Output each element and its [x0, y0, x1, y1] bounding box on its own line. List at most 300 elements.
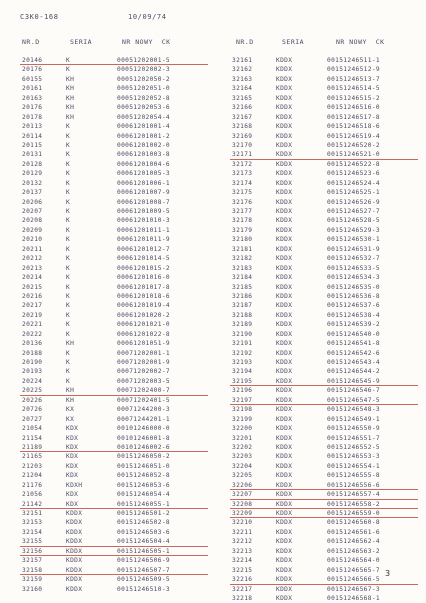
- left-table-row: [22, 566, 202, 575]
- right-table-row: [232, 405, 412, 414]
- nr-nowy-cell: 00151246524-4: [327, 179, 380, 187]
- nr-d-cell: 32215: [232, 566, 253, 574]
- right-table-row: [232, 113, 412, 122]
- right-table-row: [232, 122, 412, 131]
- nr-nowy-cell: 00071202401-5: [117, 396, 170, 404]
- nr-d-cell: 32188: [232, 311, 253, 319]
- nr-nowy-cell: 00051202051-0: [117, 85, 170, 93]
- nr-d-cell: 32182: [232, 255, 253, 263]
- nr-nowy-cell: 00151246517-8: [327, 113, 380, 121]
- seria-cell: KDDX: [276, 491, 293, 499]
- nr-d-cell: 32158: [22, 566, 43, 574]
- seria-cell: K: [66, 368, 71, 376]
- left-table-row: [22, 264, 202, 273]
- nr-nowy-cell: 00151246565-7: [327, 566, 380, 574]
- nr-d-cell: 32183: [232, 264, 253, 272]
- seria-cell: K: [66, 377, 71, 385]
- nr-d-cell: 32187: [232, 302, 253, 310]
- right-column: [232, 56, 412, 603]
- nr-d-cell: 32193: [232, 359, 253, 366]
- right-table-row: [232, 556, 412, 565]
- nr-nowy-cell: 00151246054-4: [117, 491, 170, 499]
- nr-d-cell: 32169: [232, 132, 253, 140]
- nr-d-cell: 32194: [232, 368, 253, 376]
- seria-cell: KDDX: [276, 283, 293, 291]
- seria-cell: KDX: [66, 500, 79, 508]
- right-table-row: [232, 160, 412, 169]
- right-table-row: [232, 301, 412, 310]
- nr-d-cell: 20115: [22, 141, 43, 149]
- nr-nowy-cell: 00061201007-9: [117, 189, 170, 197]
- nr-d-cell: 32184: [232, 274, 253, 282]
- seria-cell: KDDX: [276, 425, 293, 433]
- right-table-row: [232, 292, 412, 301]
- seria-cell: KH: [66, 340, 75, 348]
- seria-cell: KDDX: [276, 85, 293, 93]
- nr-nowy-cell: 00151246528-5: [327, 217, 380, 225]
- nr-nowy-cell: 00071202001-9: [117, 359, 170, 366]
- nr-nowy-cell: 00151246555-8: [327, 472, 380, 480]
- right-header-nowy: NR NOWY CK: [336, 38, 385, 46]
- nr-nowy-cell: 00151246562-4: [327, 538, 380, 546]
- seria-cell: K: [66, 151, 71, 159]
- right-table-row: [232, 358, 412, 367]
- nr-d-cell: 20176: [22, 104, 43, 112]
- left-table-row: [22, 75, 202, 84]
- nr-d-cell: 32197: [232, 396, 253, 404]
- right-table-row: [232, 150, 412, 159]
- right-table-row: [232, 537, 412, 546]
- nr-nowy-cell: 00151246551-7: [327, 434, 380, 442]
- seria-cell: KDDX: [276, 396, 293, 404]
- seria-cell: K: [66, 274, 71, 282]
- seria-cell: K: [66, 236, 71, 244]
- seria-cell: K: [66, 302, 71, 310]
- nr-nowy-cell: 00061201051-9: [117, 340, 170, 348]
- nr-nowy-cell: 00151246504-4: [117, 538, 170, 546]
- nr-nowy-cell: 00051202052-8: [117, 94, 170, 102]
- seria-cell: KDDX: [276, 462, 293, 470]
- nr-d-cell: 32164: [232, 85, 253, 93]
- seria-cell: KDDX: [66, 576, 83, 584]
- right-table-row: [232, 254, 412, 263]
- right-table-row: [232, 311, 412, 320]
- nr-nowy-cell: 00061201008-7: [117, 198, 170, 206]
- nr-nowy-cell: 00151246519-4: [327, 132, 380, 140]
- seria-cell: KDDX: [276, 292, 293, 300]
- left-header-nr: NR.D: [22, 38, 40, 46]
- right-table-row: [232, 245, 412, 254]
- seria-cell: KDDX: [276, 264, 293, 272]
- seria-cell: KDDX: [276, 340, 293, 348]
- nr-nowy-cell: 00061201019-4: [117, 302, 170, 310]
- left-table-row: [22, 207, 202, 216]
- nr-nowy-cell: 00051202050-2: [117, 75, 170, 83]
- nr-nowy-cell: 00071202003-5: [117, 377, 170, 385]
- nr-nowy-cell: 00151246540-0: [327, 330, 380, 338]
- nr-d-cell: 32201: [232, 434, 253, 442]
- seria-cell: KDDX: [276, 217, 293, 225]
- right-table-row: [232, 471, 412, 480]
- seria-cell: K: [66, 123, 71, 131]
- right-table-row: [232, 320, 412, 329]
- nr-nowy-cell: 00151246545-9: [327, 377, 380, 385]
- nr-nowy-cell: 00151246536-8: [327, 292, 380, 300]
- seria-cell: K: [66, 245, 71, 253]
- seria-cell: KDDX: [276, 406, 293, 414]
- nr-d-cell: 32191: [232, 340, 253, 348]
- nr-nowy-cell: 00061201015-2: [117, 264, 170, 272]
- seria-cell: KDDX: [276, 123, 293, 131]
- nr-d-cell: 32213: [232, 547, 253, 555]
- nr-d-cell: 20213: [22, 264, 43, 272]
- nr-nowy-cell: 00151246559-0: [327, 510, 380, 517]
- left-table-row: [22, 254, 202, 263]
- nr-nowy-cell: 00151246553-3: [327, 453, 380, 461]
- nr-nowy-cell: 00151246530-1: [327, 236, 380, 244]
- nr-d-cell: 21056: [22, 491, 43, 499]
- left-table-row: [22, 434, 202, 443]
- nr-d-cell: 32168: [232, 123, 253, 131]
- nr-nowy-cell: 00151246509-5: [117, 576, 170, 584]
- nr-nowy-cell: 00051202054-4: [117, 113, 170, 121]
- nr-nowy-cell: 00151246523-6: [327, 170, 380, 178]
- nr-nowy-cell: 00151246539-2: [327, 321, 380, 329]
- seria-cell: KDDX: [276, 519, 293, 527]
- nr-nowy-cell: 00061201005-3: [117, 170, 170, 178]
- left-table-row: [22, 226, 202, 235]
- nr-nowy-cell: 00071244200-3: [117, 406, 170, 414]
- nr-nowy-cell: 00051202053-6: [117, 104, 170, 112]
- right-table-row: [232, 65, 412, 74]
- nr-nowy-cell: 00151246510-3: [117, 585, 170, 593]
- nr-nowy-cell: 00061201017-8: [117, 283, 170, 291]
- nr-nowy-cell: 00151246527-7: [327, 208, 380, 215]
- nr-nowy-cell: 00151246525-1: [327, 189, 380, 197]
- seria-cell: KX: [66, 406, 75, 414]
- nr-d-cell: 32157: [22, 557, 43, 565]
- seria-cell: KDX: [66, 425, 79, 433]
- seria-cell: KDDX: [276, 302, 293, 310]
- seria-cell: KDDX: [276, 415, 293, 423]
- nr-d-cell: 20193: [22, 368, 43, 376]
- left-table-row: [22, 65, 202, 74]
- nr-d-cell: 32166: [232, 104, 253, 112]
- seria-cell: KDDX: [276, 368, 293, 376]
- nr-nowy-cell: 00151246538-4: [327, 311, 380, 319]
- seria-cell: K: [66, 170, 71, 178]
- seria-cell: K: [66, 217, 71, 225]
- nr-d-cell: 20210: [22, 236, 43, 244]
- left-table-row: [22, 330, 202, 339]
- nr-d-cell: 20217: [22, 302, 43, 310]
- nr-d-cell: 32178: [232, 217, 253, 225]
- seria-cell: KDDX: [276, 94, 293, 102]
- nr-nowy-cell: 00071202400-7: [117, 387, 170, 395]
- left-table-row: [22, 160, 202, 169]
- nr-nowy-cell: 00151246535-0: [327, 283, 380, 291]
- nr-d-cell: 20132: [22, 179, 43, 187]
- nr-nowy-cell: 00061201002-0: [117, 141, 170, 149]
- seria-cell: KDDX: [276, 255, 293, 263]
- left-table-row: [22, 415, 202, 424]
- left-table-row: [22, 122, 202, 131]
- nr-nowy-cell: 00061201020-2: [117, 311, 170, 319]
- seria-cell: KDDX: [276, 179, 293, 187]
- seria-cell: K: [66, 264, 71, 272]
- seria-cell: K: [66, 141, 71, 149]
- seria-cell: K: [66, 208, 71, 215]
- nr-nowy-cell: 00151246526-9: [327, 198, 380, 206]
- nr-nowy-cell: 00151246542-6: [327, 349, 380, 357]
- nr-d-cell: 32173: [232, 170, 253, 178]
- nr-nowy-cell: 00151246544-2: [327, 368, 380, 376]
- seria-cell: K: [66, 330, 71, 338]
- seria-cell: K: [66, 57, 71, 64]
- left-table-row: [22, 462, 202, 471]
- right-table-row: [232, 264, 412, 273]
- right-table-row: [232, 132, 412, 141]
- nr-d-cell: 21142: [22, 500, 43, 508]
- nr-d-cell: 20190: [22, 359, 43, 366]
- left-table-row: [22, 179, 202, 188]
- nr-d-cell: 32211: [232, 528, 253, 536]
- nr-nowy-cell: 00101246000-0: [117, 425, 170, 433]
- nr-d-cell: 20209: [22, 226, 43, 234]
- seria-cell: KDDX: [276, 132, 293, 140]
- nr-d-cell: 20178: [22, 113, 43, 121]
- nr-nowy-cell: 00071202001-1: [117, 349, 170, 357]
- nr-d-cell: 32153: [22, 519, 43, 527]
- seria-cell: KDDX: [276, 453, 293, 461]
- right-table-row: [232, 103, 412, 112]
- left-table-row: [22, 537, 202, 546]
- seria-cell: KH: [66, 94, 75, 102]
- seria-cell: KDX: [66, 453, 79, 461]
- seria-cell: KDDX: [276, 359, 293, 366]
- nr-nowy-cell: 00151246502-8: [117, 519, 170, 527]
- seria-cell: KDDX: [276, 66, 293, 74]
- right-table-row: [232, 509, 412, 518]
- seria-cell: KDX: [66, 491, 79, 499]
- seria-cell: KDDX: [276, 170, 293, 178]
- nr-d-cell: 20222: [22, 330, 43, 338]
- nr-nowy-cell: 00151246563-2: [327, 547, 380, 555]
- seria-cell: KDDX: [66, 510, 83, 517]
- seria-cell: KDDX: [276, 198, 293, 206]
- right-table-row: [232, 207, 412, 216]
- nr-d-cell: 32216: [232, 576, 253, 584]
- seria-cell: K: [66, 160, 71, 168]
- right-table-row: [232, 94, 412, 103]
- nr-d-cell: 32217: [232, 585, 253, 593]
- nr-nowy-cell: 00151246050-2: [117, 453, 170, 461]
- left-table-row: [22, 301, 202, 310]
- right-table-row: [232, 490, 412, 499]
- seria-cell: KDDX: [276, 576, 293, 584]
- nr-nowy-cell: 00061201022-8: [117, 330, 170, 338]
- nr-nowy-cell: 00151246501-2: [117, 510, 170, 517]
- nr-nowy-cell: 00151246557-4: [327, 491, 380, 499]
- nr-nowy-cell: 00151246532-7: [327, 255, 380, 263]
- nr-nowy-cell: 00151246561-6: [327, 528, 380, 536]
- nr-nowy-cell: 00151246503-6: [117, 528, 170, 536]
- left-table-row: [22, 216, 202, 225]
- nr-nowy-cell: 00061201001-4: [117, 123, 170, 131]
- right-table-row: [232, 500, 412, 509]
- nr-d-cell: 20131: [22, 151, 43, 159]
- nr-nowy-cell: 00061201009-5: [117, 208, 170, 215]
- right-table-row: [232, 141, 412, 150]
- nr-d-cell: 20128: [22, 160, 43, 168]
- seria-cell: KDDX: [276, 434, 293, 442]
- nr-d-cell: 20221: [22, 321, 43, 329]
- left-table-row: [22, 235, 202, 244]
- nr-d-cell: 32175: [232, 189, 253, 197]
- left-table-row: [22, 292, 202, 301]
- nr-nowy-cell: 00071202002-7: [117, 368, 170, 376]
- nr-nowy-cell: 00151246533-5: [327, 264, 380, 272]
- nr-nowy-cell: 00151246515-2: [327, 94, 380, 102]
- right-table-row: [232, 415, 412, 424]
- document-id: C3K0-168: [20, 13, 59, 21]
- nr-d-cell: 32208: [232, 500, 253, 508]
- nr-d-cell: 32218: [232, 594, 253, 602]
- right-table-row: [232, 594, 412, 603]
- nr-nowy-cell: 00151246552-5: [327, 443, 380, 451]
- left-table-row: [22, 386, 202, 395]
- nr-d-cell: 32160: [22, 585, 43, 593]
- nr-nowy-cell: 00061201003-8: [117, 151, 170, 159]
- seria-cell: KDDX: [276, 57, 293, 64]
- seria-cell: KDDX: [66, 528, 83, 536]
- right-table-row: [232, 443, 412, 452]
- nr-d-cell: 32162: [232, 66, 253, 74]
- seria-cell: KDDX: [276, 472, 293, 480]
- nr-nowy-cell: 00151246051-0: [117, 462, 170, 470]
- left-table-row: [22, 169, 202, 178]
- left-table-row: [22, 405, 202, 414]
- seria-cell: KDDX: [276, 585, 293, 593]
- left-table-row: [22, 103, 202, 112]
- nr-d-cell: 32196: [232, 387, 253, 395]
- nr-d-cell: 20114: [22, 132, 43, 140]
- seria-cell: KDDX: [276, 104, 293, 112]
- nr-d-cell: 20212: [22, 255, 43, 263]
- seria-cell: K: [66, 226, 71, 234]
- nr-d-cell: 20113: [22, 123, 43, 131]
- seria-cell: KDX: [66, 462, 79, 470]
- seria-cell: KDDX: [276, 274, 293, 282]
- seria-cell: KDDX: [276, 481, 293, 489]
- left-table-row: [22, 113, 202, 122]
- nr-d-cell: 20225: [22, 387, 43, 395]
- left-table-row: [22, 141, 202, 150]
- right-table-row: [232, 56, 412, 65]
- seria-cell: KDDX: [276, 141, 293, 149]
- seria-cell: KDDX: [276, 349, 293, 357]
- nr-nowy-cell: 00151246548-3: [327, 406, 380, 414]
- seria-cell: KH: [66, 396, 75, 404]
- seria-cell: KDX: [66, 443, 79, 451]
- left-table-row: [22, 56, 202, 65]
- nr-nowy-cell: 00151246518-6: [327, 123, 380, 131]
- seria-cell: KDDX: [276, 226, 293, 234]
- document-date: 10/09/74: [128, 13, 167, 21]
- right-table-row: [232, 434, 412, 443]
- nr-d-cell: 32189: [232, 321, 253, 329]
- left-table-row: [22, 367, 202, 376]
- seria-cell: KDDX: [276, 566, 293, 574]
- nr-nowy-cell: 00061201012-7: [117, 245, 170, 253]
- seria-cell: K: [66, 66, 71, 74]
- nr-d-cell: 21165: [22, 453, 43, 461]
- nr-d-cell: 20137: [22, 189, 43, 197]
- nr-d-cell: 20176: [22, 66, 43, 74]
- nr-nowy-cell: 00151246505-1: [117, 547, 170, 555]
- left-table-row: [22, 396, 202, 405]
- seria-cell: K: [66, 349, 71, 357]
- right-table-row: [232, 396, 412, 405]
- nr-d-cell: 32209: [232, 510, 253, 517]
- seria-cell: KDDX: [276, 594, 293, 602]
- nr-nowy-cell: 00151246547-5: [327, 396, 380, 404]
- right-table-row: [232, 226, 412, 235]
- seria-cell: KDDX: [276, 245, 293, 253]
- nr-d-cell: 32174: [232, 179, 253, 187]
- nr-nowy-cell: 00151246513-7: [327, 75, 380, 83]
- nr-nowy-cell: 00151246546-7: [327, 387, 380, 395]
- nr-d-cell: 21189: [22, 443, 43, 451]
- nr-nowy-cell: 00051202001-5: [117, 57, 170, 64]
- nr-nowy-cell: 00151246531-9: [327, 245, 380, 253]
- nr-d-cell: 20146: [22, 57, 43, 64]
- nr-nowy-cell: 00151246512-9: [327, 66, 380, 74]
- seria-cell: KDDX: [276, 160, 293, 168]
- right-table-row: [232, 179, 412, 188]
- right-table-row: [232, 235, 412, 244]
- seria-cell: K: [66, 179, 71, 187]
- nr-nowy-cell: 00151246055-1: [117, 500, 170, 508]
- left-table-row: [22, 150, 202, 159]
- nr-nowy-cell: 00061201004-6: [117, 160, 170, 168]
- left-table-row: [22, 283, 202, 292]
- nr-nowy-cell: 00151246520-2: [327, 141, 380, 149]
- seria-cell: KDDX: [276, 387, 293, 395]
- nr-d-cell: 20224: [22, 377, 43, 385]
- seria-cell: KDX: [66, 434, 79, 442]
- nr-d-cell: 32192: [232, 349, 253, 357]
- nr-nowy-cell: 00151246521-0: [327, 151, 380, 159]
- left-header-nowy: NR NOWY CK: [122, 38, 171, 46]
- left-table-row: [22, 509, 202, 518]
- right-table-row: [232, 75, 412, 84]
- seria-cell: KDDX: [276, 443, 293, 451]
- nr-d-cell: 32203: [232, 453, 253, 461]
- seria-cell: K: [66, 132, 71, 140]
- nr-nowy-cell: 00151246052-8: [117, 472, 170, 480]
- nr-d-cell: 32205: [232, 472, 253, 480]
- seria-cell: K: [66, 311, 71, 319]
- right-table-row: [232, 169, 412, 178]
- nr-nowy-cell: 00151246568-1: [327, 594, 380, 602]
- nr-d-cell: 20226: [22, 396, 43, 404]
- nr-nowy-cell: 00061201016-0: [117, 274, 170, 282]
- nr-d-cell: 20214: [22, 274, 43, 282]
- seria-cell: KDDX: [276, 557, 293, 565]
- seria-cell: KDDX: [276, 547, 293, 555]
- left-table-row: [22, 339, 202, 348]
